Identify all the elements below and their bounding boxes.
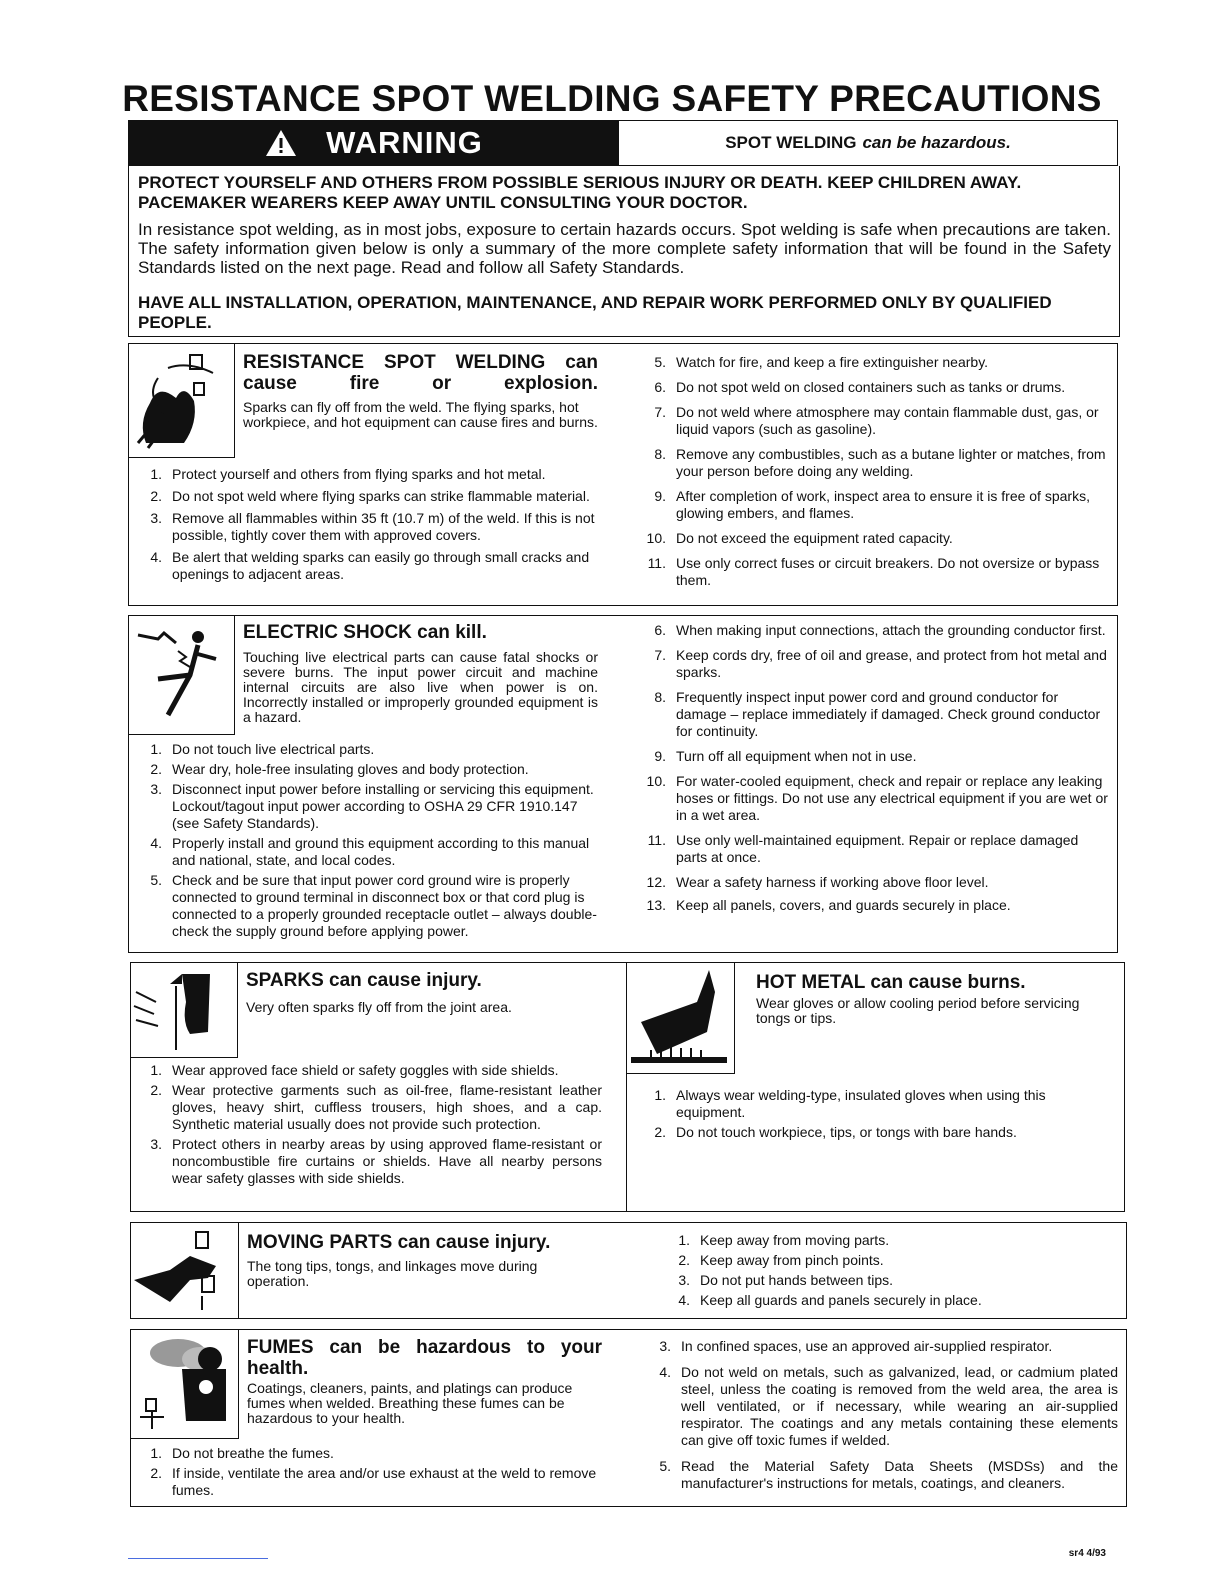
list-item: 11. Use only correct fuses or circuit breakers. Do not oversize or bypass them. — [647, 555, 1100, 588]
footer-divider — [128, 1558, 268, 1559]
fire-desc: Sparks can fly off from the weld. The flying sparks, hot workpiece, and hot equipment can cause fires and burns. — [243, 399, 598, 430]
moving-list — [664, 1232, 1114, 1312]
document-code: sr4 4/93 — [1068, 1548, 1106, 1559]
list-item: 4. Properly install and ground this equipment according to this manual and national, state, and local codes. — [150, 835, 590, 868]
moving-icon-box — [130, 1222, 239, 1319]
protect-text: PROTECT YOURSELF AND OTHERS FROM POSSIBLE SERIOUS INJURY OR DEATH. KEEP CHILDREN AWAY. PACEMAKER WEARERS KEEP AWAY UNTIL CONSULTING YOUR DOCTOR. — [138, 173, 1022, 212]
sparks-icon-box — [130, 962, 238, 1058]
list-item: 11. Use only well-maintained equipment. Repair or replace damaged parts at once. — [647, 832, 1079, 865]
list-item: 3. Remove all flammables within 35 ft (10.7 m) of the weld. If this is not possible, tightly cover them with approved covers. — [150, 510, 595, 543]
list-item: 5. Watch for fire, and keep a fire extinguisher nearby. — [654, 354, 989, 370]
warning-sub-bold: SPOT WELDING — [725, 133, 857, 152]
list-item: 3. Protect others in nearby areas by using approved flame-resistant or noncombustible fire curtains or shields. Have all nearby persons wear safety glasses with side shields. — [150, 1136, 602, 1186]
moving-parts-hand-icon — [130, 1222, 234, 1316]
hot-glove-icon — [627, 962, 731, 1070]
qualified-text: HAVE ALL INSTALLATION, OPERATION, MAINTENANCE, AND REPAIR WORK PERFORMED ONLY BY QUALIFIED PEOPLE. — [138, 293, 1052, 332]
fumes-list-right — [645, 1338, 1118, 1497]
warning-subtitle — [619, 120, 1118, 166]
face-shield-icon — [130, 962, 234, 1054]
list-item: 1. Always wear welding-type, insulated gloves when using this equipment. — [654, 1087, 1046, 1120]
list-item: 9. Turn off all equipment when not in use. — [654, 748, 917, 764]
fumes-icon-box — [130, 1329, 239, 1439]
electric-shock-icon — [128, 615, 228, 725]
list-item: 13. Keep all panels, covers, and guards securely in place. — [646, 897, 1011, 913]
list-item: 1. Wear approved face shield or safety goggles with side shields. — [150, 1062, 559, 1078]
list-item: 8. Frequently inspect input power cord and ground conductor for damage – replace immediately if damaged. Check ground conductor for continuity. — [654, 689, 1101, 739]
sparks-title: SPARKS can cause injury. — [246, 970, 482, 991]
shock-list-right — [640, 622, 1112, 919]
hot-title: HOT METAL can cause burns. — [756, 972, 1026, 993]
shock-icon-box — [128, 615, 235, 735]
fire-icon-box — [128, 343, 235, 458]
warning-triangle-icon — [264, 128, 298, 158]
warning-label: WARNING — [326, 125, 483, 160]
intro-body: In resistance spot welding, as in most jobs, exposure to certain hazards occurs. Spot welding is safe when precautions are taken. The safety information given below is only a summary of the more complete safety information that will be found in the Safety Standards listed on the next page. Read and follow all Safety Standards. — [138, 220, 1111, 277]
list-item: 2. Do not touch workpiece, tips, or tongs with bare hands. — [654, 1124, 1017, 1140]
list-item: 9. After completion of work, inspect area to ensure it is free of sparks, glowing embers, and flames. — [654, 488, 1090, 521]
list-item: 7. Do not weld where atmosphere may contain flammable dust, gas, or liquid vapors (such as gasoline). — [654, 404, 1099, 437]
list-item: 2. Do not spot weld where flying sparks can strike flammable material. — [150, 488, 590, 504]
list-item: 6. When making input connections, attach the grounding conductor first. — [654, 622, 1106, 638]
intro-box — [128, 166, 1120, 337]
hot-list — [640, 1087, 1114, 1144]
warning-sub-italic: can be hazardous. — [862, 133, 1011, 152]
list-item: 2. If inside, ventilate the area and/or use exhaust at the weld to remove fumes. — [150, 1465, 597, 1498]
list-item: 4. Keep all guards and panels securely in place. — [678, 1292, 982, 1308]
list-item: 1. Do not touch live electrical parts. — [150, 741, 375, 757]
hot-desc: Wear gloves or allow cooling period before servicing tongs or tips. — [756, 995, 1080, 1026]
list-item: 10. For water-cooled equipment, check and repair or replace any leaking hoses or fittings. Do not use any electrical equipment if you are wet or in a wet area. — [646, 773, 1108, 823]
list-item: 6. Do not spot weld on closed containers such as tanks or drums. — [654, 379, 1066, 395]
list-item: 3. In confined spaces, use an approved air-supplied respirator. — [659, 1338, 1053, 1354]
list-item: 4. Do not weld on metals, such as galvanized, lead, or cadmium plated steel, unless the coating is removed from the weld area, the area is well ventilated, or if necessary, while wearing an air-supplied respirator. The coatings and any metals containing these elements can give off toxic fumes if welded. — [659, 1364, 1118, 1448]
page-title: RESISTANCE SPOT WELDING SAFETY PRECAUTIONS — [122, 78, 1102, 119]
list-item: 2. Keep away from pinch points. — [678, 1252, 884, 1268]
fumes-title: FUMES can be hazardous to your health. — [247, 1337, 602, 1379]
list-item: 1. Do not breathe the fumes. — [150, 1445, 334, 1461]
list-item: 5. Check and be sure that input power cord ground wire is properly connected to ground terminal in disconnect box or that cord plug is connected to a properly grounded receptacle outlet – always double-check the supply ground before applying power. — [150, 872, 597, 939]
moving-title: MOVING PARTS can cause injury. — [247, 1232, 551, 1253]
fumes-desc: Coatings, cleaners, paints, and platings can produce fumes when welded. Breathing these fumes can be hazardous to your health. — [247, 1380, 573, 1426]
shock-list-left — [136, 741, 600, 943]
list-item: 1. Keep away from moving parts. — [678, 1232, 890, 1248]
warning-banner — [128, 120, 619, 166]
sparks-desc: Very often sparks fly off from the joint area. — [246, 999, 512, 1015]
list-item: 1. Protect yourself and others from flying sparks and hot metal. — [150, 466, 546, 482]
fire-title: RESISTANCE SPOT WELDING can cause fire or explosion. — [243, 352, 598, 394]
fire-list-right — [640, 354, 1112, 597]
shock-title: ELECTRIC SHOCK can kill. — [243, 622, 487, 643]
list-item: 7. Keep cords dry, free of oil and grease, and protect from hot metal and sparks. — [654, 647, 1107, 680]
fire-list-left — [136, 466, 600, 588]
moving-desc: The tong tips, tongs, and linkages move during operation. — [247, 1258, 538, 1289]
list-item: 3. Do not put hands between tips. — [678, 1272, 894, 1288]
list-item: 3. Disconnect input power before installing or servicing this equipment. Lockout/tagout input power according to OSHA 29 CFR 1910.147 (see Safety Standards). — [150, 781, 594, 831]
list-item: 2. Wear dry, hole-free insulating gloves and body protection. — [150, 761, 529, 777]
fumes-list-left — [136, 1445, 602, 1502]
list-item: 2. Wear protective garments such as oil-free, flame-resistant leather gloves, heavy shirt, cuffless trousers, high shoes, and a cap. Synthetic material usually does not provide such protection. — [150, 1082, 602, 1132]
fire-explosion-icon — [128, 343, 228, 453]
sparks-list — [136, 1062, 602, 1190]
hot-icon-box — [627, 962, 735, 1074]
list-item: 4. Be alert that welding sparks can easily go through small cracks and openings to adjacent areas. — [150, 549, 590, 582]
list-item: 12. Wear a safety harness if working above floor level. — [646, 874, 989, 890]
list-item: 5. Read the Material Safety Data Sheets (MSDSs) and the manufacturer's instructions for metals, coatings, and cleaners. — [659, 1458, 1118, 1491]
fumes-head-icon — [130, 1329, 234, 1435]
list-item: 8. Remove any combustibles, such as a butane lighter or matches, from your person before doing any welding. — [654, 446, 1106, 479]
shock-desc: Touching live electrical parts can cause fatal shocks or severe burns. The input power circuit and machine internal circuits are also live when power is on. Incorrectly installed or improperly grounded equipment is a hazard. — [243, 649, 598, 725]
list-item: 10. Do not exceed the equipment rated capacity. — [646, 530, 953, 546]
